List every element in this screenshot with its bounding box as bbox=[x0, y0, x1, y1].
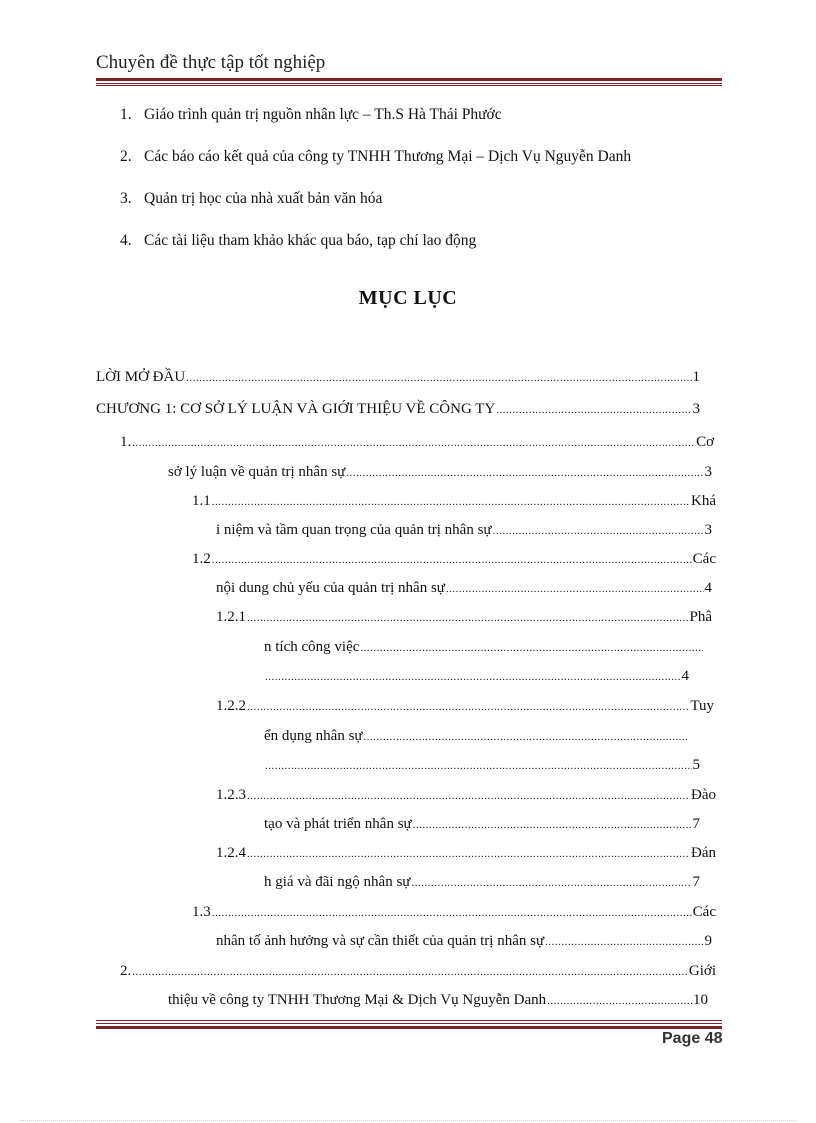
toc-entry bbox=[168, 990, 708, 1010]
list-item bbox=[120, 148, 631, 166]
list-text: Các báo cáo kết quả của công ty TNHH Thương Mại – Dịch Vụ Nguyễn Danh bbox=[144, 148, 632, 165]
list-text: Quản trị học của nhà xuất bản văn hóa bbox=[144, 190, 383, 207]
toc-leader bbox=[247, 843, 690, 863]
toc-entry-label: LỜI MỞ ĐẦU bbox=[96, 369, 186, 385]
toc-entry bbox=[216, 578, 712, 598]
page-bottom-edge bbox=[20, 1120, 796, 1121]
toc-entry bbox=[96, 399, 700, 419]
toc-page-number: 9 bbox=[704, 933, 712, 949]
toc-entry-continuation: Cơ bbox=[696, 434, 714, 450]
toc-page-number: 3 bbox=[692, 401, 700, 417]
toc-entry-label: sở lý luận về quản trị nhân sự bbox=[168, 464, 346, 480]
toc-entry-continuation: Các bbox=[692, 551, 716, 567]
toc-entry-label: 1.2.3 bbox=[216, 787, 246, 803]
header-rule bbox=[96, 78, 722, 86]
toc-page-number: 7 bbox=[692, 816, 700, 832]
toc-entry-continuation: Đào bbox=[691, 787, 716, 803]
list-item bbox=[120, 106, 502, 124]
toc-entry-label: thiệu về công ty TNHH Thương Mại & Dịch Vụ Nguyễn Danh bbox=[168, 992, 547, 1008]
toc-entry bbox=[192, 902, 716, 922]
toc-entry bbox=[192, 491, 716, 511]
toc-page-number: 3 bbox=[704, 464, 712, 480]
toc-entry bbox=[264, 726, 689, 746]
toc-entry bbox=[120, 961, 716, 981]
toc-entry-continuation: Tuy bbox=[690, 698, 714, 714]
toc-entry-continuation: Giới bbox=[688, 963, 716, 979]
toc-entry bbox=[96, 367, 700, 387]
toc-entry bbox=[192, 549, 716, 569]
toc-entry-label: 1. bbox=[120, 434, 132, 450]
toc-leader bbox=[212, 491, 690, 511]
toc-entry-label: tạo và phát triển nhân sự bbox=[264, 816, 412, 832]
toc-entry bbox=[264, 814, 700, 834]
toc-leader bbox=[413, 814, 692, 834]
toc-entry-label: 1.3 bbox=[192, 904, 211, 920]
toc-leader bbox=[496, 399, 691, 419]
toc-leader bbox=[493, 520, 704, 540]
toc-page-number: 3 bbox=[704, 522, 712, 538]
toc-leader bbox=[132, 432, 695, 452]
toc-entry-continuation: Đán bbox=[691, 845, 716, 861]
list-number: 1. bbox=[120, 106, 132, 123]
toc-leader bbox=[247, 607, 689, 627]
toc-page-number: 10 bbox=[693, 992, 708, 1008]
toc-entry bbox=[216, 931, 712, 951]
toc-entry-label: CHƯƠNG 1: CƠ SỞ LÝ LUẬN VÀ GIỚI THIỆU VỀ CÔNG TY bbox=[96, 401, 496, 417]
toc-leader bbox=[547, 990, 692, 1010]
toc-entry-continuation: Phâ bbox=[689, 609, 712, 625]
header-title: Chuyên đề thực tập tốt nghiệp bbox=[96, 52, 326, 73]
toc-leader bbox=[247, 696, 689, 716]
toc-entry bbox=[120, 432, 714, 452]
list-text: Giáo trình quản trị nguồn nhân lực – Th.S Hà Thái Phước bbox=[144, 106, 502, 123]
toc-leader bbox=[132, 961, 688, 981]
toc-entry-label: 2. bbox=[120, 963, 132, 979]
list-number: 3. bbox=[120, 190, 132, 207]
toc-entry-label: nhân tố ảnh hưởng và sự cần thiết của quản trị nhân sự bbox=[216, 933, 545, 949]
toc-entry-label: 1.1 bbox=[192, 493, 211, 509]
toc-entry-label: 1.2.4 bbox=[216, 845, 246, 861]
toc-entry-label: nội dung chủ yếu của quản trị nhân sự bbox=[216, 580, 445, 596]
toc-page-number: 1 bbox=[692, 369, 700, 385]
toc-leader bbox=[212, 902, 692, 922]
toc-entry bbox=[264, 755, 700, 775]
toc-entry-label: 1.2 bbox=[192, 551, 211, 567]
page-number: Page 48 bbox=[662, 1030, 723, 1047]
toc-leader bbox=[212, 549, 692, 569]
toc-page-number: 5 bbox=[692, 757, 700, 773]
toc-entry bbox=[168, 462, 712, 482]
toc-entry bbox=[216, 520, 712, 540]
toc-leader bbox=[247, 785, 690, 805]
toc-entry-continuation: Các bbox=[692, 904, 716, 920]
toc-page-number: 7 bbox=[692, 874, 700, 890]
toc-entry-label: 1.2.1 bbox=[216, 609, 246, 625]
toc-entry-label: h giá và đãi ngộ nhân sự bbox=[264, 874, 411, 890]
toc-entry-label: i niệm và tầm quan trọng của quản trị nhân sự bbox=[216, 522, 492, 538]
toc-entry-label: 1.2.2 bbox=[216, 698, 246, 714]
toc-leader bbox=[360, 637, 703, 657]
toc-leader bbox=[265, 755, 692, 775]
toc-leader bbox=[411, 872, 691, 892]
toc-leader bbox=[446, 578, 704, 598]
toc-entry bbox=[216, 843, 716, 863]
list-number: 4. bbox=[120, 232, 132, 249]
toc-entry bbox=[264, 872, 700, 892]
footer-rule bbox=[96, 1020, 722, 1029]
toc-entry bbox=[264, 666, 689, 686]
toc-page-number: 4 bbox=[681, 668, 689, 684]
toc-leader bbox=[364, 726, 688, 746]
toc-entry bbox=[216, 785, 716, 805]
list-text: Các tài liệu tham khảo khác qua báo, tạp chí lao động bbox=[144, 232, 477, 249]
toc-page-number: 4 bbox=[704, 580, 712, 596]
toc-leader bbox=[346, 462, 703, 482]
toc-entry bbox=[264, 637, 704, 657]
toc-leader bbox=[545, 931, 703, 951]
toc-leader bbox=[186, 367, 691, 387]
toc-entry-label: n tích công việc bbox=[264, 639, 360, 655]
list-item bbox=[120, 232, 476, 250]
list-item bbox=[120, 190, 382, 208]
list-number: 2. bbox=[120, 148, 132, 165]
toc-entry-continuation: Khá bbox=[691, 493, 716, 509]
toc-leader bbox=[265, 666, 681, 686]
toc-entry bbox=[216, 607, 712, 627]
toc-entry-label: ển dụng nhân sự bbox=[264, 728, 363, 744]
toc-entry bbox=[216, 696, 714, 716]
toc-title: MỤC LỤC bbox=[358, 287, 458, 309]
